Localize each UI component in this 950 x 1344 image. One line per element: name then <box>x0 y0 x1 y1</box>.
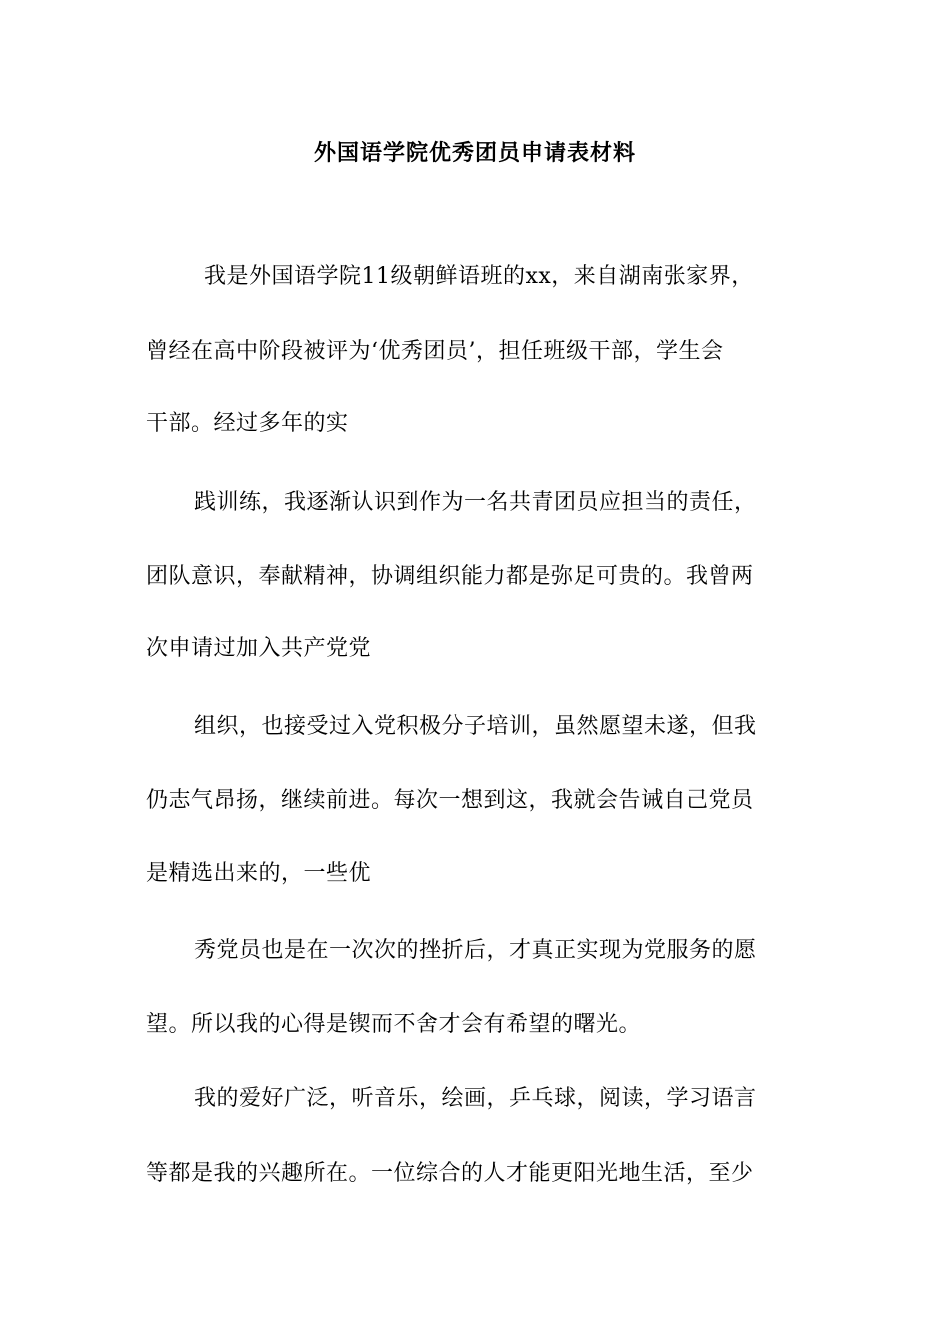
paragraph-line: 组织，也接受过入党积极分子培训，虽然愿望未遂，但我 <box>194 714 757 739</box>
paragraph-line: 干部。经过多年的实 <box>146 411 349 436</box>
paragraph-line: 我的爱好广泛，听音乐，绘画，乒乓球，阅读，学习语言 <box>194 1086 757 1111</box>
paragraph-line: 望。所以我的心得是锲而不舍才会有希望的曙光。 <box>146 1012 642 1037</box>
document-title: 外国语学院优秀团员申请表材料 <box>313 140 636 166</box>
paragraph-line: 是精选出来的，一些优 <box>146 861 372 886</box>
paragraph-line: 仍志气昂扬，继续前进。每次一想到这，我就会告诫自己党员 <box>146 788 754 813</box>
paragraph-line: 等都是我的兴趣所在。一位综合的人才能更阳光地生活，至少 <box>146 1161 754 1186</box>
paragraph-line: 团队意识，奉献精神，协调组织能力都是弥足可贵的。我曾两 <box>146 564 754 589</box>
paragraph-line: 我是外国语学院11级朝鲜语班的xx，来自湖南张家界， <box>204 264 754 289</box>
paragraph-line: 践训练，我逐渐认识到作为一名共青团员应担当的责任， <box>194 490 757 515</box>
paragraph-line: 秀党员也是在一次次的挫折后，才真正实现为党服务的愿 <box>194 938 757 963</box>
paragraph-line: 曾经在高中阶段被评为‘优秀团员’，担任班级干部，学生会 <box>146 339 724 364</box>
paragraph-line: 次申请过加入共产党党 <box>146 636 372 661</box>
